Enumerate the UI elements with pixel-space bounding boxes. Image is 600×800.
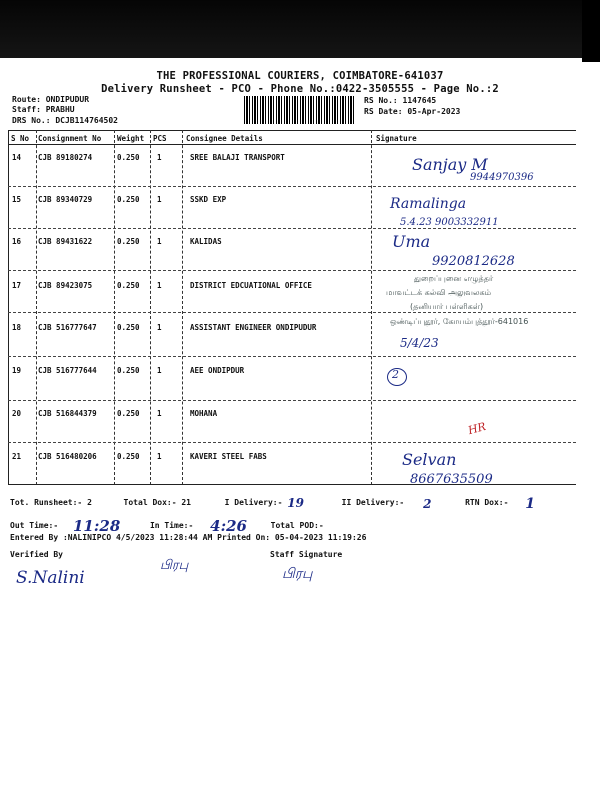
signature-row-16: Uma xyxy=(392,232,431,251)
row-pcs: 1 xyxy=(157,153,162,162)
row-pcs: 1 xyxy=(157,452,162,461)
in-time-label: In Time:- xyxy=(149,521,194,530)
i-delivery-label: I Delivery:- xyxy=(224,498,283,507)
row-weight: 0.250 xyxy=(117,452,140,461)
stamp-line-3: (தனியார் பள்ளிகள்) xyxy=(410,302,484,311)
row-sno: 17 xyxy=(12,281,22,290)
row-weight: 0.250 xyxy=(117,366,140,375)
entered-by: Entered By :NALINIPCO 4/5/2023 11:28:44 AM Printed On: 05-04-2023 11:19:26 xyxy=(10,533,367,542)
times-line xyxy=(10,514,324,535)
signature-row-14: Sanjay M xyxy=(412,155,488,174)
row-consignment: CJB 516844379 xyxy=(38,409,97,418)
verified-signature-tamil: பிரபு xyxy=(160,558,189,573)
row-pcs: 1 xyxy=(157,323,162,332)
row-consignment: CJB 89340729 xyxy=(38,195,93,204)
route: Route: ONDIPUDUR xyxy=(12,95,90,104)
hr-annotation: HR xyxy=(466,419,488,438)
rtn-dox-label: RTN Dox:- xyxy=(465,498,509,507)
row-pcs: 1 xyxy=(157,195,162,204)
row-consignee: ASSISTANT ENGINEER ONDIPUDUR xyxy=(190,323,317,332)
ii-delivery-label: II Delivery:- xyxy=(341,498,405,507)
row-pcs: 1 xyxy=(157,366,162,375)
total-pod-label: Total POD:- xyxy=(270,521,324,530)
row-consignee: SREE BALAJI TRANSPORT xyxy=(190,153,285,162)
row-sno: 16 xyxy=(12,237,22,246)
row-consignee: SSKD EXP xyxy=(190,195,227,204)
signature-row-18: 5/4/23 xyxy=(400,336,439,350)
i-delivery-value: 19 xyxy=(287,496,304,510)
staff: Staff: PRABHU xyxy=(12,105,75,114)
signature-phone-row-15: 5.4.23 9003332911 xyxy=(400,217,499,228)
signature-phone-row-21: 8667635509 xyxy=(410,472,493,487)
col-header-consignee: Consignee Details xyxy=(186,134,263,143)
row-weight: 0.250 xyxy=(117,409,140,418)
total-dox: Total Dox:- 21 xyxy=(123,498,191,507)
stamp-line-1: துறைப்புனை எழுத்தர் xyxy=(414,274,494,283)
row-weight: 0.250 xyxy=(117,237,140,246)
signature-phone-row-14: 9944970396 xyxy=(470,172,534,183)
row-consignment: CJB 89431622 xyxy=(38,237,93,246)
row-pcs: 1 xyxy=(157,281,162,290)
row-weight: 0.250 xyxy=(117,323,140,332)
runsheet-table xyxy=(8,130,576,485)
row-sno: 21 xyxy=(12,452,22,461)
row-weight: 0.250 xyxy=(117,281,140,290)
row-weight: 0.250 xyxy=(117,195,140,204)
row-sno: 20 xyxy=(12,409,22,418)
stamp-line-4: ஒண்டிப்புதூர், கோயம்புத்தூர்-641016 xyxy=(390,317,529,326)
col-header-sno: S No xyxy=(11,134,30,143)
scan-fold-edge xyxy=(582,0,600,62)
row-consignee: MOHANA xyxy=(190,409,218,418)
signature-phone-row-16: 9920812628 xyxy=(432,254,515,269)
signature-row-21: Selvan xyxy=(402,450,457,469)
row-pcs: 1 xyxy=(157,237,162,246)
row-sno: 18 xyxy=(12,323,22,332)
row-sno: 19 xyxy=(12,366,22,375)
company-title: THE PROFESSIONAL COURIERS, COIMBATORE-641037 xyxy=(156,70,444,82)
row-consignee: DISTRICT EDCUATIONAL OFFICE xyxy=(190,281,312,290)
barcode xyxy=(244,96,356,124)
row-consignment: CJB 89180274 xyxy=(38,153,93,162)
staff-signature-label: Staff Signature xyxy=(270,550,343,559)
in-time-value: 4:26 xyxy=(210,517,247,535)
totals-line xyxy=(10,493,536,512)
col-header-signature: Signature xyxy=(376,134,417,143)
row-consignee: KALIDAS xyxy=(190,237,222,246)
row-consignment: CJB 516777644 xyxy=(38,366,97,375)
ii-delivery-value: 2 xyxy=(423,497,432,511)
row-consignee: AEE ONDIPDUR xyxy=(190,366,245,375)
row-consignment: CJB 516777647 xyxy=(38,323,97,332)
row-consignee: KAVERI STEEL FABS xyxy=(190,452,267,461)
col-header-weight: Weight xyxy=(117,134,145,143)
runsheet-title: Delivery Runsheet - PCO - Phone No.:0422-3505555 - Page No.:2 xyxy=(101,83,499,95)
row-sno: 14 xyxy=(12,153,22,162)
col-header-pcs: PCS xyxy=(153,134,167,143)
row-pcs: 1 xyxy=(157,409,162,418)
row-weight: 0.250 xyxy=(117,153,140,162)
signature-row-15: Ramalinga xyxy=(390,196,467,212)
col-header-consignment: Consignment No xyxy=(38,134,102,143)
rs-date: RS Date: 05-Apr-2023 xyxy=(364,107,461,116)
staff-signature: பிரபு xyxy=(282,566,313,582)
scan-dark-edge xyxy=(0,0,600,58)
row-sno: 15 xyxy=(12,195,22,204)
out-time-value: 11:28 xyxy=(73,517,121,535)
drs-number: DRS No.: DCJB114764502 xyxy=(12,116,118,125)
out-time-label: Out Time:- xyxy=(10,521,59,530)
verified-signature: S.Nalini xyxy=(16,568,85,588)
signature-row-19: 2 xyxy=(392,368,399,381)
rtn-dox-value: 1 xyxy=(525,496,536,512)
stamp-line-2: மாவட்டக் கல்வி அலுவலகம் xyxy=(386,288,492,297)
total-runsheet: Tot. Runsheet:- 2 xyxy=(10,498,92,507)
row-consignment: CJB 89423075 xyxy=(38,281,93,290)
row-consignment: CJB 516480206 xyxy=(38,452,97,461)
rs-number: RS No.: 1147645 xyxy=(364,96,437,105)
verified-by-label: Verified By xyxy=(10,550,63,559)
